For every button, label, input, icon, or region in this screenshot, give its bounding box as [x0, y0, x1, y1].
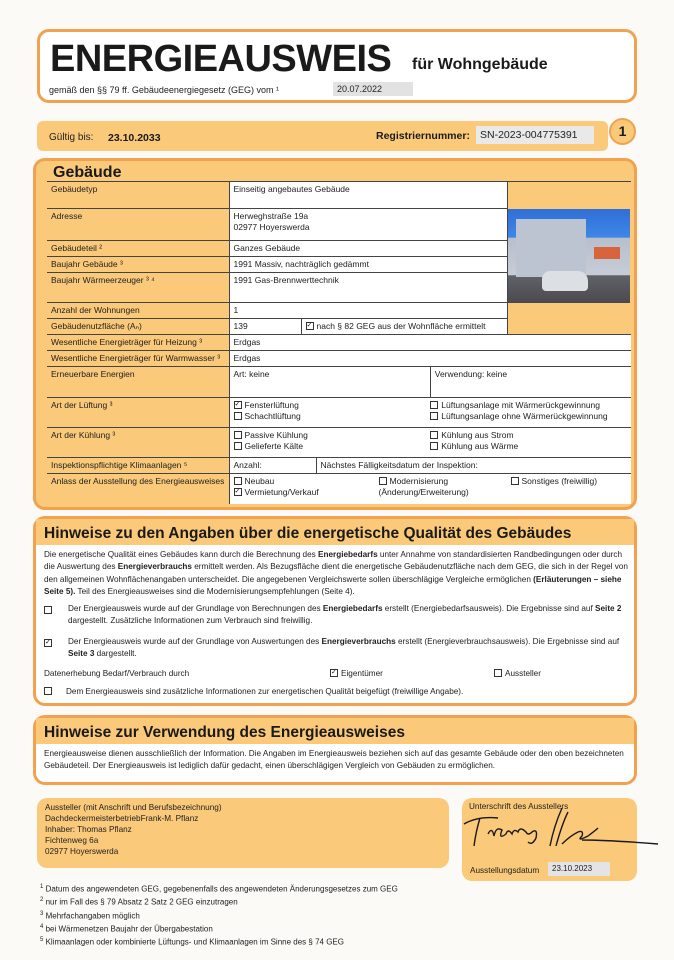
vent-window-checkbox[interactable] [234, 401, 242, 409]
row-label: Inspektionspflichtige Klimaanlagen ⁵ [47, 458, 229, 474]
table-row [47, 474, 631, 504]
roof-shape [594, 247, 620, 259]
footnote-number: 3 [40, 910, 44, 917]
option-label: Vermietung/Verkauf [244, 487, 319, 497]
option-label: Gelieferte Kälte [244, 441, 304, 451]
row-label: Art der Kühlung ³ [47, 428, 229, 458]
footnote-number: 5 [40, 937, 44, 943]
consumption-certificate-checkbox[interactable] [44, 639, 52, 647]
water-carrier-value: Erdgas [229, 351, 631, 367]
text-bold: Energiebedarfs [318, 550, 378, 559]
footnote-text: Klimaanlagen oder kombinierte Lüftungs- und Klimaanlagen im Sinne des § 74 GEG [45, 937, 344, 947]
footnote-number: 4 [40, 923, 44, 930]
ventilation-options [229, 398, 631, 428]
address-street: Herweghstraße 19a [233, 211, 309, 221]
reason-modernisation-checkbox[interactable] [379, 477, 387, 485]
house-shape [516, 219, 586, 277]
footnote [40, 909, 398, 922]
demand-certificate-checkbox[interactable] [44, 606, 52, 614]
option-label: Lüftungsanlage ohne Wärmerückgewinnung [441, 411, 608, 421]
text-bold: (Erläuterungen – siehe Seite 5). [44, 574, 622, 596]
issuer-label: Aussteller (mit Anschrift und Berufsbezeichnung) [45, 803, 222, 812]
row-label: Art der Lüftung ³ [47, 398, 229, 428]
notes-section-title: Hinweise zu den Angaben über die energetische Qualität des Gebäudes [44, 525, 572, 542]
table-row [47, 367, 631, 398]
footnote [40, 882, 398, 895]
table-row [47, 182, 631, 209]
table-row [47, 398, 631, 428]
vent-no-recovery-checkbox[interactable] [430, 412, 438, 420]
issuer-city: 02977 Hoyerswerda [45, 847, 119, 856]
option-label: Sonstiges (freiwillig) [521, 476, 598, 486]
data-collection-label: Datenerhebung Bedarf/Verbrauch durch [44, 669, 190, 678]
demand-certificate-option [44, 603, 632, 628]
option-label: Passive Kühlung [244, 430, 308, 440]
reason-options [229, 474, 631, 504]
option-label: Fensterlüftung [244, 400, 299, 410]
text-run: unter Annahme von standardisierten Randbedingungen oder durch die Auswertung des [44, 550, 623, 572]
document-subtitle: für Wohngebäude [412, 56, 548, 73]
build-year-value: 1991 Massiv, nachträglich gedämmt [229, 257, 507, 273]
option-label: Schachtlüftung [244, 411, 301, 421]
usage-section-title: Hinweise zur Verwendung des Energieausweises [44, 724, 405, 741]
address-city: 02977 Hoyerswerda [233, 222, 310, 232]
footnote [40, 935, 398, 948]
footnote-text: Datum des angewendeten GEG, gegebenenfalls des angewendeten Änderungsgesetzes zum GEG [45, 884, 398, 894]
footnote-number: 1 [40, 884, 44, 890]
option-label: Lüftungsanlage mit Wärmerückgewinnung [441, 400, 601, 410]
row-label: Erneuerbare Energien [47, 367, 229, 398]
valid-until-label: Gültig bis: [49, 132, 94, 143]
usage-text: Energieausweise dienen ausschließlich der Information. Die Angaben im Energieausweis beziehen sich auf das gesamte Gebäude oder den oben bezeichneten Gebäudeteil. Der Energieausweis ist lediglich dafür gedacht, einen überschlägigen Vergleich von Gebäuden zu ermöglichen. [44, 749, 624, 771]
renewables-use: Verwendung: keine [430, 367, 631, 397]
cool-electric-checkbox[interactable] [430, 431, 438, 439]
consumption-certificate-option [44, 636, 632, 661]
cool-passive-checkbox[interactable] [234, 431, 242, 439]
footnote-text: bei Wärmenetzen Baujahr der Übergabestation [45, 924, 213, 934]
ac-next-inspection: Nächstes Fälligkeitsdatum der Inspektion: [316, 458, 632, 473]
owner-checkbox[interactable] [330, 669, 338, 677]
text-run: erstellt (Energieverbrauchsausweis). Die Ergebnisse sind auf [395, 637, 620, 646]
cool-delivered-checkbox[interactable] [234, 442, 242, 450]
text-bold: Seite 3 [68, 649, 95, 659]
reason-other-checkbox[interactable] [511, 477, 519, 485]
text-run: Der Energieausweis wurde auf der Grundlage von Berechnungen des [68, 604, 323, 613]
building-table [47, 181, 631, 504]
building-photo [508, 209, 630, 303]
vent-recovery-checkbox[interactable] [430, 401, 438, 409]
issuer-checkbox[interactable] [494, 669, 502, 677]
issuer-street: Fichtenweg 6a [45, 836, 99, 845]
issuer-company: DachdeckermeisterbetriebFrank-M. Pflanz [45, 814, 199, 823]
text-run: ermittelt werden. Als Bezugsfläche dient die energetische Gebäudenutzfläche nach dem GEG, die sich in der Regel von den allgemeinen Wohnflächenangaben unterscheidet. Die angegebenen Vergleichswerte sollen überschlägige Vergleiche ermöglichen [44, 562, 628, 584]
building-type-value: Einseitig angebautes Gebäude [229, 182, 507, 209]
table-row [47, 458, 631, 474]
heating-carrier-value: Erdgas [229, 335, 631, 351]
building-section-title: Gebäude [53, 164, 122, 181]
vent-shaft-checkbox[interactable] [234, 412, 242, 420]
registration-number-field: SN-2023-004775391 [476, 126, 594, 144]
page-number-badge: 1 [609, 118, 636, 145]
cool-heat-checkbox[interactable] [430, 442, 438, 450]
footnotes [40, 882, 398, 948]
photo-cell [507, 182, 631, 335]
row-label: Gebäudetyp [47, 182, 229, 209]
option-label: Kühlung aus Strom [441, 430, 514, 440]
text-run: dargestellt. [94, 649, 137, 659]
reason-new-checkbox[interactable] [234, 477, 242, 485]
data-collection-row [44, 669, 632, 678]
handwritten-signature [458, 806, 668, 856]
renewables-value [229, 367, 631, 398]
footnote-text: nur im Fall des § 79 Absatz 2 Satz 2 GEG einzutragen [45, 897, 238, 907]
row-label: Adresse [47, 209, 229, 241]
table-row [47, 428, 631, 458]
text-run: Teil des Energieausweises sind die Modernisierungsempfehlungen (Seite 4). [75, 586, 355, 596]
registration-label: Registriernummer: [376, 130, 470, 142]
cooling-options [229, 428, 631, 458]
row-label: Gebäudenutzfläche (Aₙ) [47, 319, 229, 335]
issuer-block [45, 802, 222, 857]
issue-date-field: 23.10.2023 [548, 862, 610, 876]
area-option [301, 319, 507, 335]
row-label: Wesentliche Energieträger für Heizung ³ [47, 335, 229, 351]
footnote-text: Mehrfachangaben möglich [45, 911, 140, 921]
option-label: Kühlung aus Wärme [441, 441, 519, 451]
extra-info-label: Dem Energieausweis sind zusätzliche Informationen zur energetischen Qualität beigefügt (freiwillige Angabe). [66, 687, 464, 696]
heater-year-value: 1991 Gas-Brennwerttechnik [229, 273, 507, 303]
law-reference: gemäß den §§ 79 ff. Gebäudeenergiegesetz (GEG) vom ¹ [49, 85, 279, 95]
row-label: Anzahl der Wohnungen [47, 303, 229, 319]
ac-count: Anzahl: [233, 460, 262, 470]
text-run: erstellt (Energiebedarfsausweis). Die Ergebnisse sind auf [382, 604, 596, 613]
valid-until-value: 23.10.2033 [108, 132, 161, 144]
text-bold: Energiebedarfs [322, 604, 383, 613]
document-title: ENERGIEAUSWEIS [50, 38, 392, 80]
table-row [47, 335, 631, 351]
issuer-label: Aussteller [505, 669, 541, 678]
area-option-label: nach § 82 GEG aus der Wohnfläche ermittelt [316, 321, 486, 331]
signature-label: Unterschrift des Ausstellers [469, 802, 569, 811]
text-run: dargestellt. Zusätzliche Informationen zum Verbrauch sind freiwillig. [68, 616, 313, 626]
row-label: Wesentliche Energieträger für Warmwasser ³ [47, 351, 229, 367]
text-bold: Energieverbrauchs [321, 637, 396, 646]
owner-label: Eigentümer [341, 669, 383, 678]
row-label: Baujahr Gebäude ³ [47, 257, 229, 273]
issue-date-label: Ausstellungsdatum [470, 866, 540, 875]
text-bold: Seite 2 [595, 604, 622, 613]
row-label: Anlass der Ausstellung des Energieausweises [47, 474, 229, 504]
footnote [40, 922, 398, 935]
renewables-type: Art: keine [233, 369, 270, 379]
law-date-field: 20.07.2022 [333, 82, 413, 96]
text-bold: Energieverbrauchs [117, 562, 192, 572]
footnote [40, 895, 398, 908]
extra-info-checkbox[interactable] [44, 687, 52, 695]
address-value [229, 209, 507, 241]
row-label: Gebäudeteil ² [47, 241, 229, 257]
extra-info-option [44, 687, 632, 696]
building-part-value: Ganzes Gebäude [229, 241, 507, 257]
option-label: Neubau [244, 476, 275, 486]
table-row [47, 351, 631, 367]
car-shape [542, 271, 588, 291]
issuer-owner: Inhaber: Thomas Pflanz [45, 825, 132, 834]
reason-rent-sale-checkbox[interactable] [234, 488, 242, 496]
text-run: Die energetische Qualität eines Gebäudes kann durch die Berechnung des [44, 550, 319, 559]
area-option-checkbox[interactable] [306, 322, 314, 330]
text-run: Der Energieausweis wurde auf der Grundlage von Auswertungen des [68, 637, 322, 646]
ac-values [229, 458, 631, 474]
option-label: Modernisierung (Änderung/Erweiterung) [378, 476, 469, 497]
notes-intro [44, 549, 632, 598]
units-value: 1 [229, 303, 507, 319]
row-label: Baujahr Wärmeerzeuger ³ ⁴ [47, 273, 229, 303]
footnote-number: 2 [40, 897, 44, 904]
area-value: 139 [229, 319, 301, 335]
